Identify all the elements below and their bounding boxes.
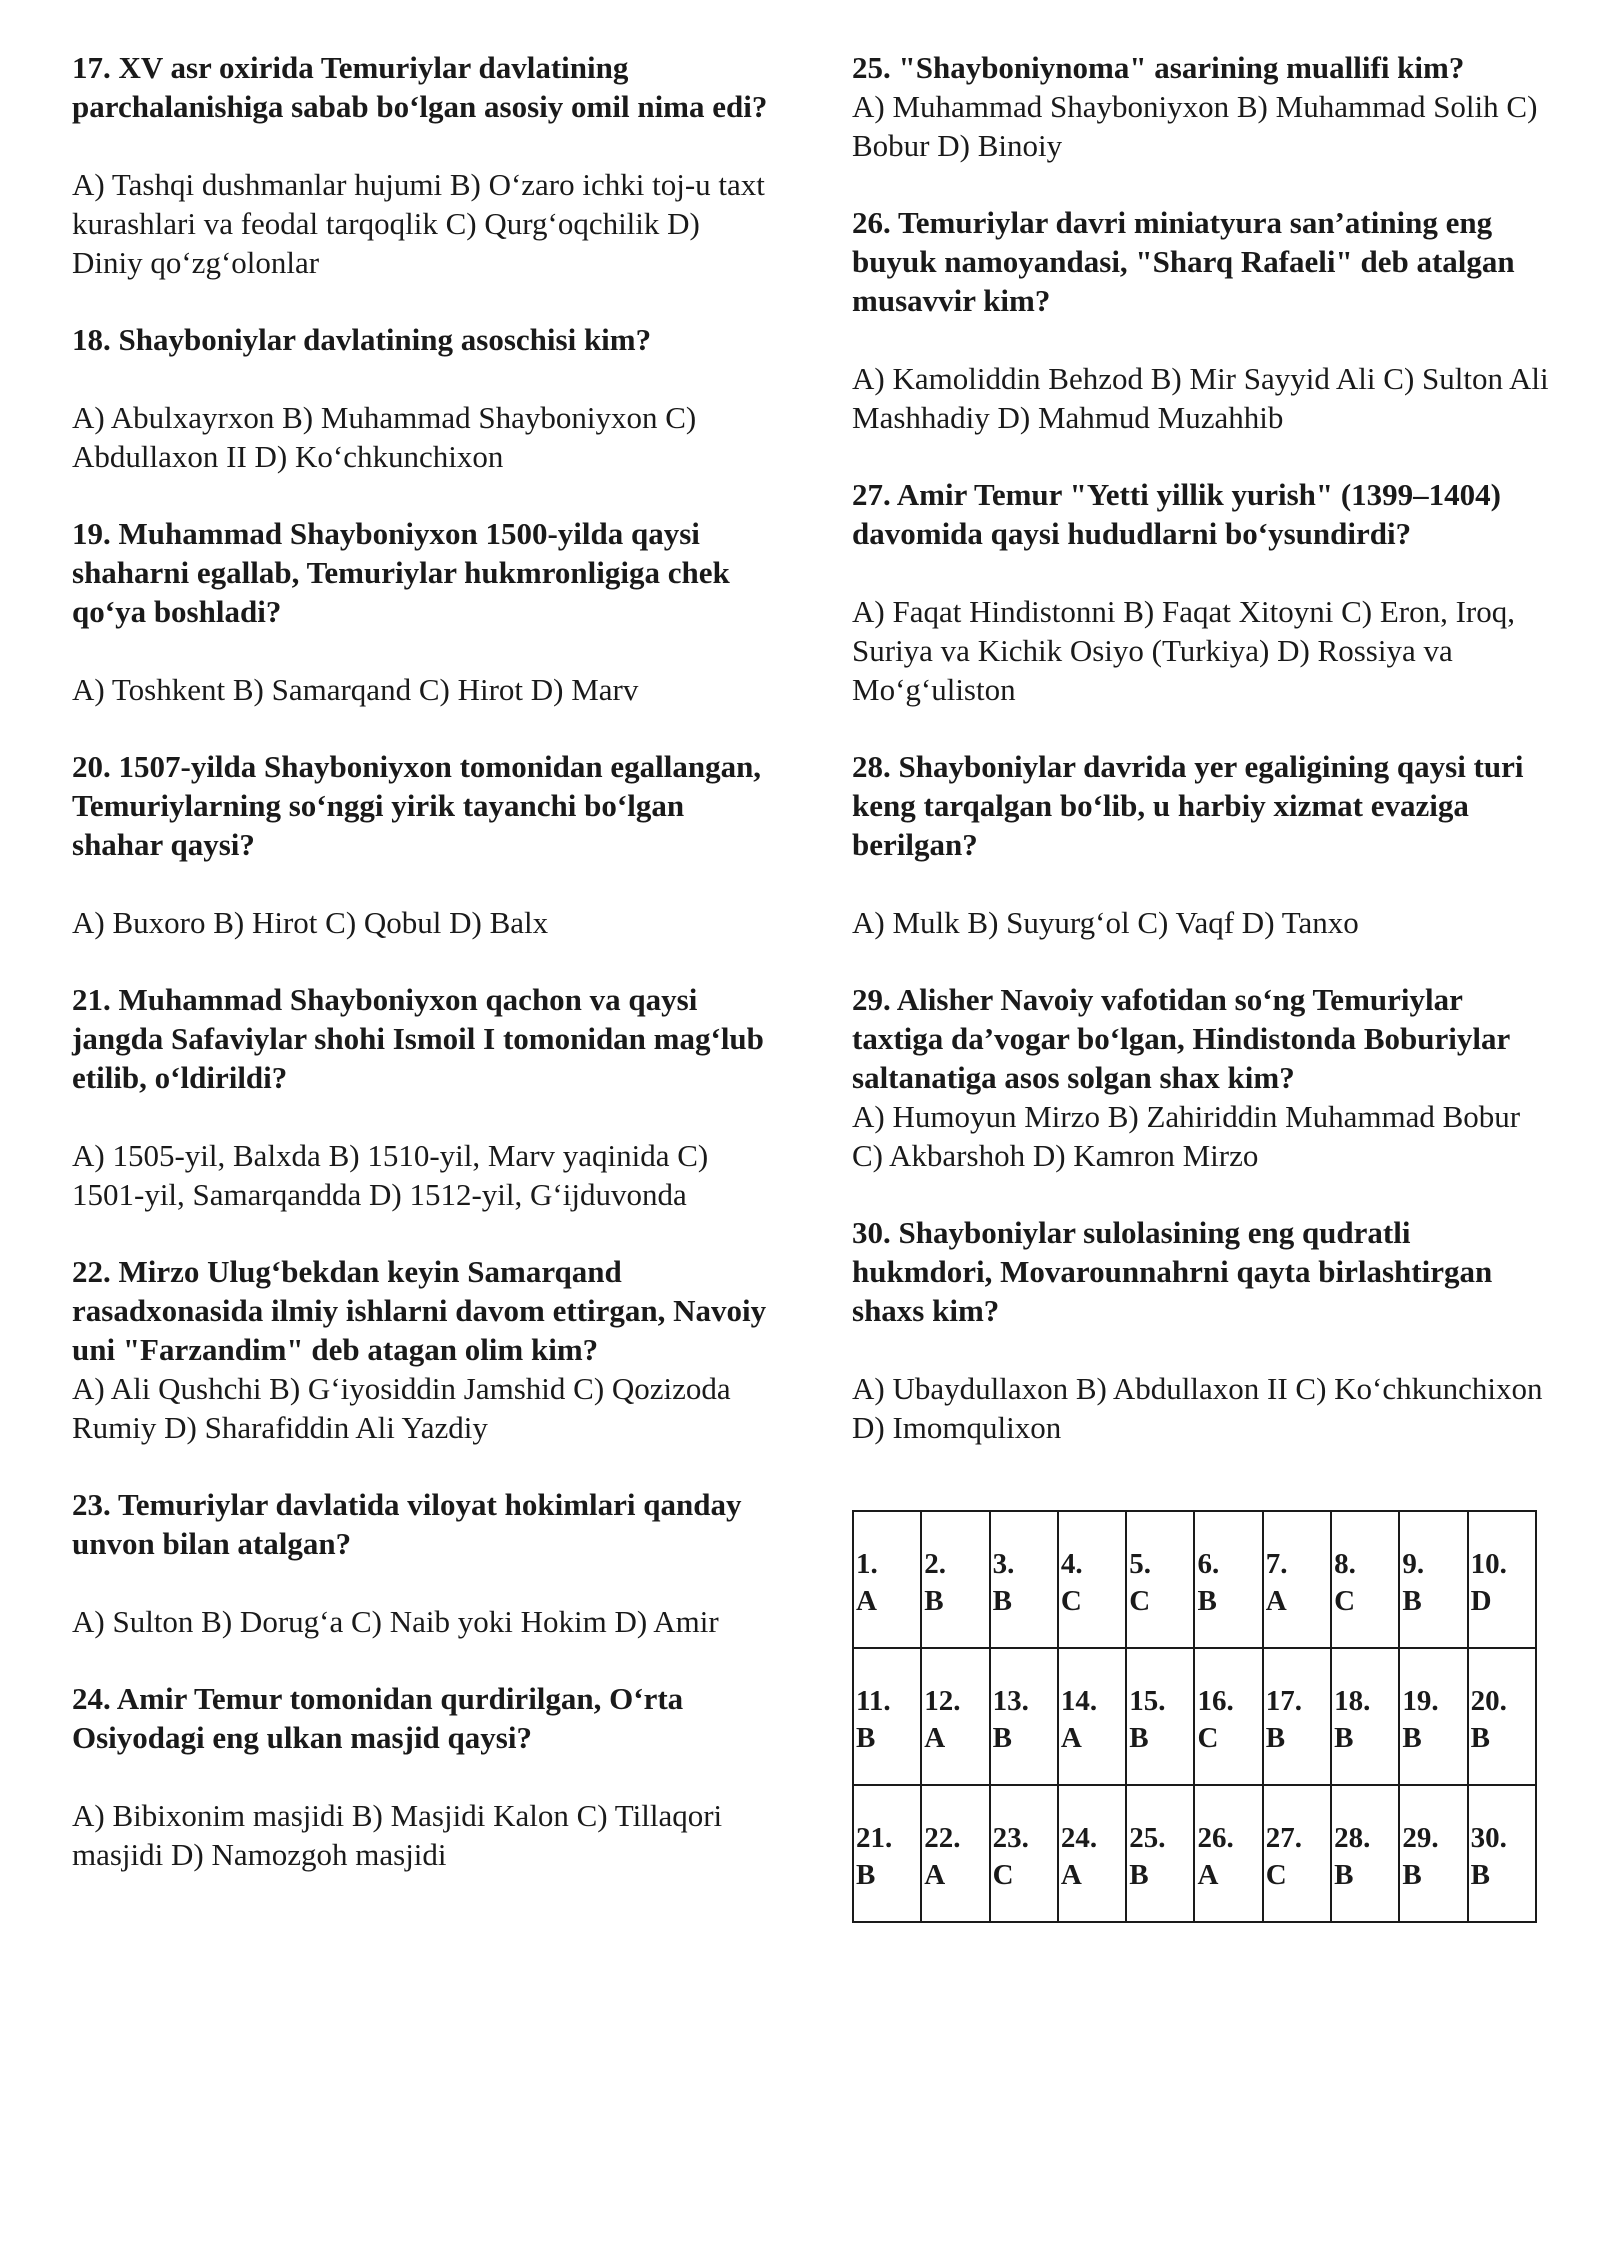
answer-cell — [990, 1785, 1058, 1922]
question-number: 6. — [1197, 1548, 1220, 1580]
correct-answer: A — [1197, 1859, 1219, 1891]
question-number: 14. — [1060, 1685, 1098, 1717]
question-block — [852, 747, 1552, 942]
question-text: 30. Shayboniylar sulolasining eng qudratli hukmdori, Movarounnahrni qayta birlashtirgan shaxs kim? — [852, 1215, 1493, 1328]
answer-row — [853, 1511, 1536, 1648]
question-number: 5. — [1129, 1548, 1151, 1580]
question-number: 19. — [1402, 1685, 1439, 1717]
question-text: 22. Mirzo Ulug‘bekdan keyin Samarqand rasadxonasida ilmiy ishlarni davom ettirgan, Navoiy uni "Farzandim" deb atagan olim kim? — [72, 1254, 767, 1367]
question-block — [72, 1679, 772, 1874]
question-number: 30. — [1470, 1822, 1507, 1854]
answer-options: A) 1505-yil, Balxda B) 1510-yil, Marv yaqinida C) 1501-yil, Samarqandda D) 1512-yil, G‘ijduvonda — [72, 1138, 709, 1212]
correct-answer: A — [924, 1859, 946, 1891]
question-block — [72, 48, 772, 282]
question-number: 12. — [924, 1685, 961, 1717]
correct-answer: B — [1402, 1859, 1422, 1891]
answer-cell — [1468, 1648, 1536, 1785]
question-block — [72, 747, 772, 942]
answer-cell — [1058, 1511, 1126, 1648]
question-number: 27. — [1265, 1822, 1303, 1854]
question-number: 22. — [924, 1822, 961, 1854]
question-block — [852, 980, 1552, 1175]
question-text: 28. Shayboniylar davrida yer egaligining qaysi turi keng tarqalgan bo‘lib, u harbiy xizmat evaziga berilgan? — [852, 749, 1524, 862]
correct-answer: B — [1334, 1722, 1354, 1754]
question-number: 28. — [1334, 1822, 1371, 1854]
correct-answer: B — [856, 1722, 876, 1754]
correct-answer: B — [1265, 1722, 1286, 1754]
correct-answer: A — [1060, 1722, 1082, 1754]
answer-options: A) Ubaydullaxon B) Abdullaxon II C) Ko‘chkunchixon D) Imomqulixon — [852, 1371, 1543, 1445]
answer-options: A) Muhammad Shayboniyxon B) Muhammad Solih C) Bobur D) Binoiy — [852, 89, 1538, 163]
question-number: 20. — [1470, 1685, 1507, 1717]
question-number: 15. — [1129, 1685, 1166, 1717]
question-text: 24. Amir Temur tomonidan qurdirilgan, O‘rta Osiyodagi eng ulkan masjid qaysi? — [72, 1681, 684, 1755]
answer-cell — [990, 1648, 1058, 1785]
answer-cell — [1058, 1785, 1126, 1922]
answer-cell — [853, 1785, 921, 1922]
answer-cell — [1399, 1511, 1467, 1648]
correct-answer: B — [1470, 1722, 1491, 1754]
answer-options: A) Kamoliddin Behzod B) Mir Sayyid Ali C) Sulton Ali Mashhadiy D) Mahmud Muzahhib — [852, 361, 1549, 435]
question-number: 21. — [856, 1822, 893, 1854]
question-block — [852, 203, 1552, 437]
question-number: 23. — [992, 1822, 1029, 1854]
correct-answer: B — [992, 1722, 1012, 1754]
answer-options: A) Ali Qushchi B) G‘iyosiddin Jamshid C) Qozizoda Rumiy D) Sharafiddin Ali Yazdiy — [72, 1371, 731, 1445]
answer-cell — [1399, 1785, 1467, 1922]
question-number: 2. — [924, 1548, 947, 1580]
correct-answer: A — [1265, 1585, 1287, 1617]
question-text: 18. Shayboniylar davlatining asoschisi kim? — [72, 322, 652, 357]
question-number: 29. — [1402, 1822, 1439, 1854]
question-block — [72, 514, 772, 709]
question-text: 20. 1507-yilda Shayboniyxon tomonidan egallangan, Temuriylarning so‘nggi yirik tayanchi bo‘lgan shahar qaysi? — [72, 749, 762, 862]
answer-cell — [921, 1511, 989, 1648]
correct-answer: C — [1197, 1722, 1219, 1754]
answer-cell — [1194, 1648, 1262, 1785]
question-block — [852, 48, 1552, 165]
correct-answer: C — [1060, 1585, 1082, 1617]
answer-cell — [1058, 1648, 1126, 1785]
correct-answer: B — [924, 1585, 944, 1617]
answer-options: A) Humoyun Mirzo B) Zahiriddin Muhammad Bobur C) Akbarshoh D) Kamron Mirzo — [852, 1099, 1521, 1173]
question-number: 9. — [1402, 1548, 1425, 1580]
answer-cell — [1126, 1648, 1194, 1785]
left-column — [72, 48, 772, 1912]
answer-options: A) Bibixonim masjidi B) Masjidi Kalon C) Tillaqori masjidi D) Namozgoh masjidi — [72, 1798, 723, 1872]
question-text: 23. Temuriylar davlatida viloyat hokimlari qanday unvon bilan atalgan? — [72, 1487, 742, 1561]
answer-cell — [1194, 1511, 1262, 1648]
question-block — [72, 980, 772, 1214]
correct-answer: D — [1470, 1585, 1492, 1617]
question-block — [852, 475, 1552, 709]
answer-cell — [1331, 1785, 1399, 1922]
correct-answer: A — [1060, 1859, 1082, 1891]
correct-answer: B — [1334, 1859, 1354, 1891]
question-number: 8. — [1334, 1548, 1356, 1580]
question-text: 27. Amir Temur "Yetti yillik yurish" (1399–1404) davomida qaysi hududlarni bo‘ysundirdi? — [852, 477, 1502, 551]
answer-cell — [1468, 1785, 1536, 1922]
question-number: 7. — [1265, 1548, 1288, 1580]
answer-cell — [921, 1785, 989, 1922]
answer-cell — [921, 1648, 989, 1785]
answer-options: A) Faqat Hindistonni B) Faqat Xitoyni C) Eron, Iroq, Suriya va Kichik Osiyo (Turkiya) D) Rossiya va Mo‘g‘uliston — [852, 594, 1515, 707]
correct-answer: C — [1334, 1585, 1356, 1617]
answer-cell — [1263, 1648, 1331, 1785]
question-text: 21. Muhammad Shayboniyxon qachon va qaysi jangda Safaviylar shohi Ismoil I tomonidan mag‘lub etilib, o‘ldirildi? — [72, 982, 764, 1095]
answer-cell — [1263, 1511, 1331, 1648]
answer-cell — [1331, 1648, 1399, 1785]
answer-cell — [990, 1511, 1058, 1648]
correct-answer: C — [1129, 1585, 1151, 1617]
question-text: 17. XV asr oxirida Temuriylar davlatining parchalanishiga sabab bo‘lgan asosiy omil nima edi? — [72, 50, 768, 124]
question-block — [72, 1252, 772, 1447]
correct-answer: B — [1402, 1585, 1422, 1617]
correct-answer: B — [992, 1585, 1012, 1617]
correct-answer: C — [1265, 1859, 1287, 1891]
question-number: 17. — [1265, 1685, 1303, 1717]
correct-answer: C — [992, 1859, 1014, 1891]
answer-options: A) Abulxayrxon B) Muhammad Shayboniyxon C) Abdullaxon II D) Ko‘chkunchixon — [72, 400, 697, 474]
question-number: 10. — [1470, 1548, 1507, 1580]
correct-answer: B — [1129, 1722, 1149, 1754]
question-number: 18. — [1334, 1685, 1371, 1717]
answer-cell — [1126, 1785, 1194, 1922]
question-text: 25. "Shayboniynoma" asarining muallifi kim? — [852, 50, 1465, 85]
question-block — [72, 320, 772, 476]
answer-cell — [853, 1648, 921, 1785]
right-column — [852, 48, 1552, 1485]
question-number: 16. — [1197, 1685, 1234, 1717]
correct-answer: B — [1470, 1859, 1491, 1891]
answer-cell — [1399, 1648, 1467, 1785]
question-number: 26. — [1197, 1822, 1234, 1854]
question-number: 1. — [856, 1548, 878, 1580]
answer-options: A) Tashqi dushmanlar hujumi B) O‘zaro ichki toj-u taxt kurashlari va feodal tarqoqlik C) Qurg‘oqchilik D) Diniy qo‘zg‘olonlar — [72, 167, 765, 280]
answer-cell — [1126, 1511, 1194, 1648]
correct-answer: A — [856, 1585, 877, 1617]
question-number: 4. — [1060, 1548, 1083, 1580]
correct-answer: B — [856, 1859, 876, 1891]
question-number: 25. — [1129, 1822, 1166, 1854]
question-block — [72, 1485, 772, 1641]
answer-cell — [853, 1511, 921, 1648]
correct-answer: B — [1197, 1585, 1217, 1617]
answer-options: A) Toshkent B) Samarqand C) Hirot D) Marv — [72, 672, 639, 707]
answer-row — [853, 1648, 1536, 1785]
question-number: 3. — [992, 1548, 1015, 1580]
question-text: 26. Temuriylar davri miniatyura san’atining eng buyuk namoyandasi, "Sharq Rafaeli" deb atalgan musavvir kim? — [852, 205, 1515, 318]
question-text: 29. Alisher Navoiy vafotidan so‘ng Temuriylar taxtiga da’vogar bo‘lgan, Hindistonda Boburiylar saltanatiga asos solgan shax kim? — [852, 982, 1510, 1095]
correct-answer: B — [1402, 1722, 1422, 1754]
question-text: 19. Muhammad Shayboniyxon 1500-yilda qaysi shaharni egallab, Temuriylar hukmronligiga chek qo‘ya boshladi? — [72, 516, 730, 629]
answer-cell — [1194, 1785, 1262, 1922]
question-number: 13. — [992, 1685, 1029, 1717]
question-block — [852, 1213, 1552, 1447]
answer-cell — [1331, 1511, 1399, 1648]
answer-options: A) Sulton B) Dorug‘a C) Naib yoki Hokim D) Amir — [72, 1604, 719, 1639]
correct-answer: B — [1129, 1859, 1149, 1891]
answer-key-table — [852, 1510, 1537, 1923]
correct-answer: A — [924, 1722, 946, 1754]
answer-options: A) Buxoro B) Hirot C) Qobul D) Balx — [72, 905, 549, 940]
answer-options: A) Mulk B) Suyurg‘ol C) Vaqf D) Tanxo — [852, 905, 1359, 940]
question-number: 11. — [856, 1685, 891, 1717]
answer-cell — [1468, 1511, 1536, 1648]
answer-cell — [1263, 1785, 1331, 1922]
question-number: 24. — [1060, 1822, 1098, 1854]
answer-row — [853, 1785, 1536, 1922]
